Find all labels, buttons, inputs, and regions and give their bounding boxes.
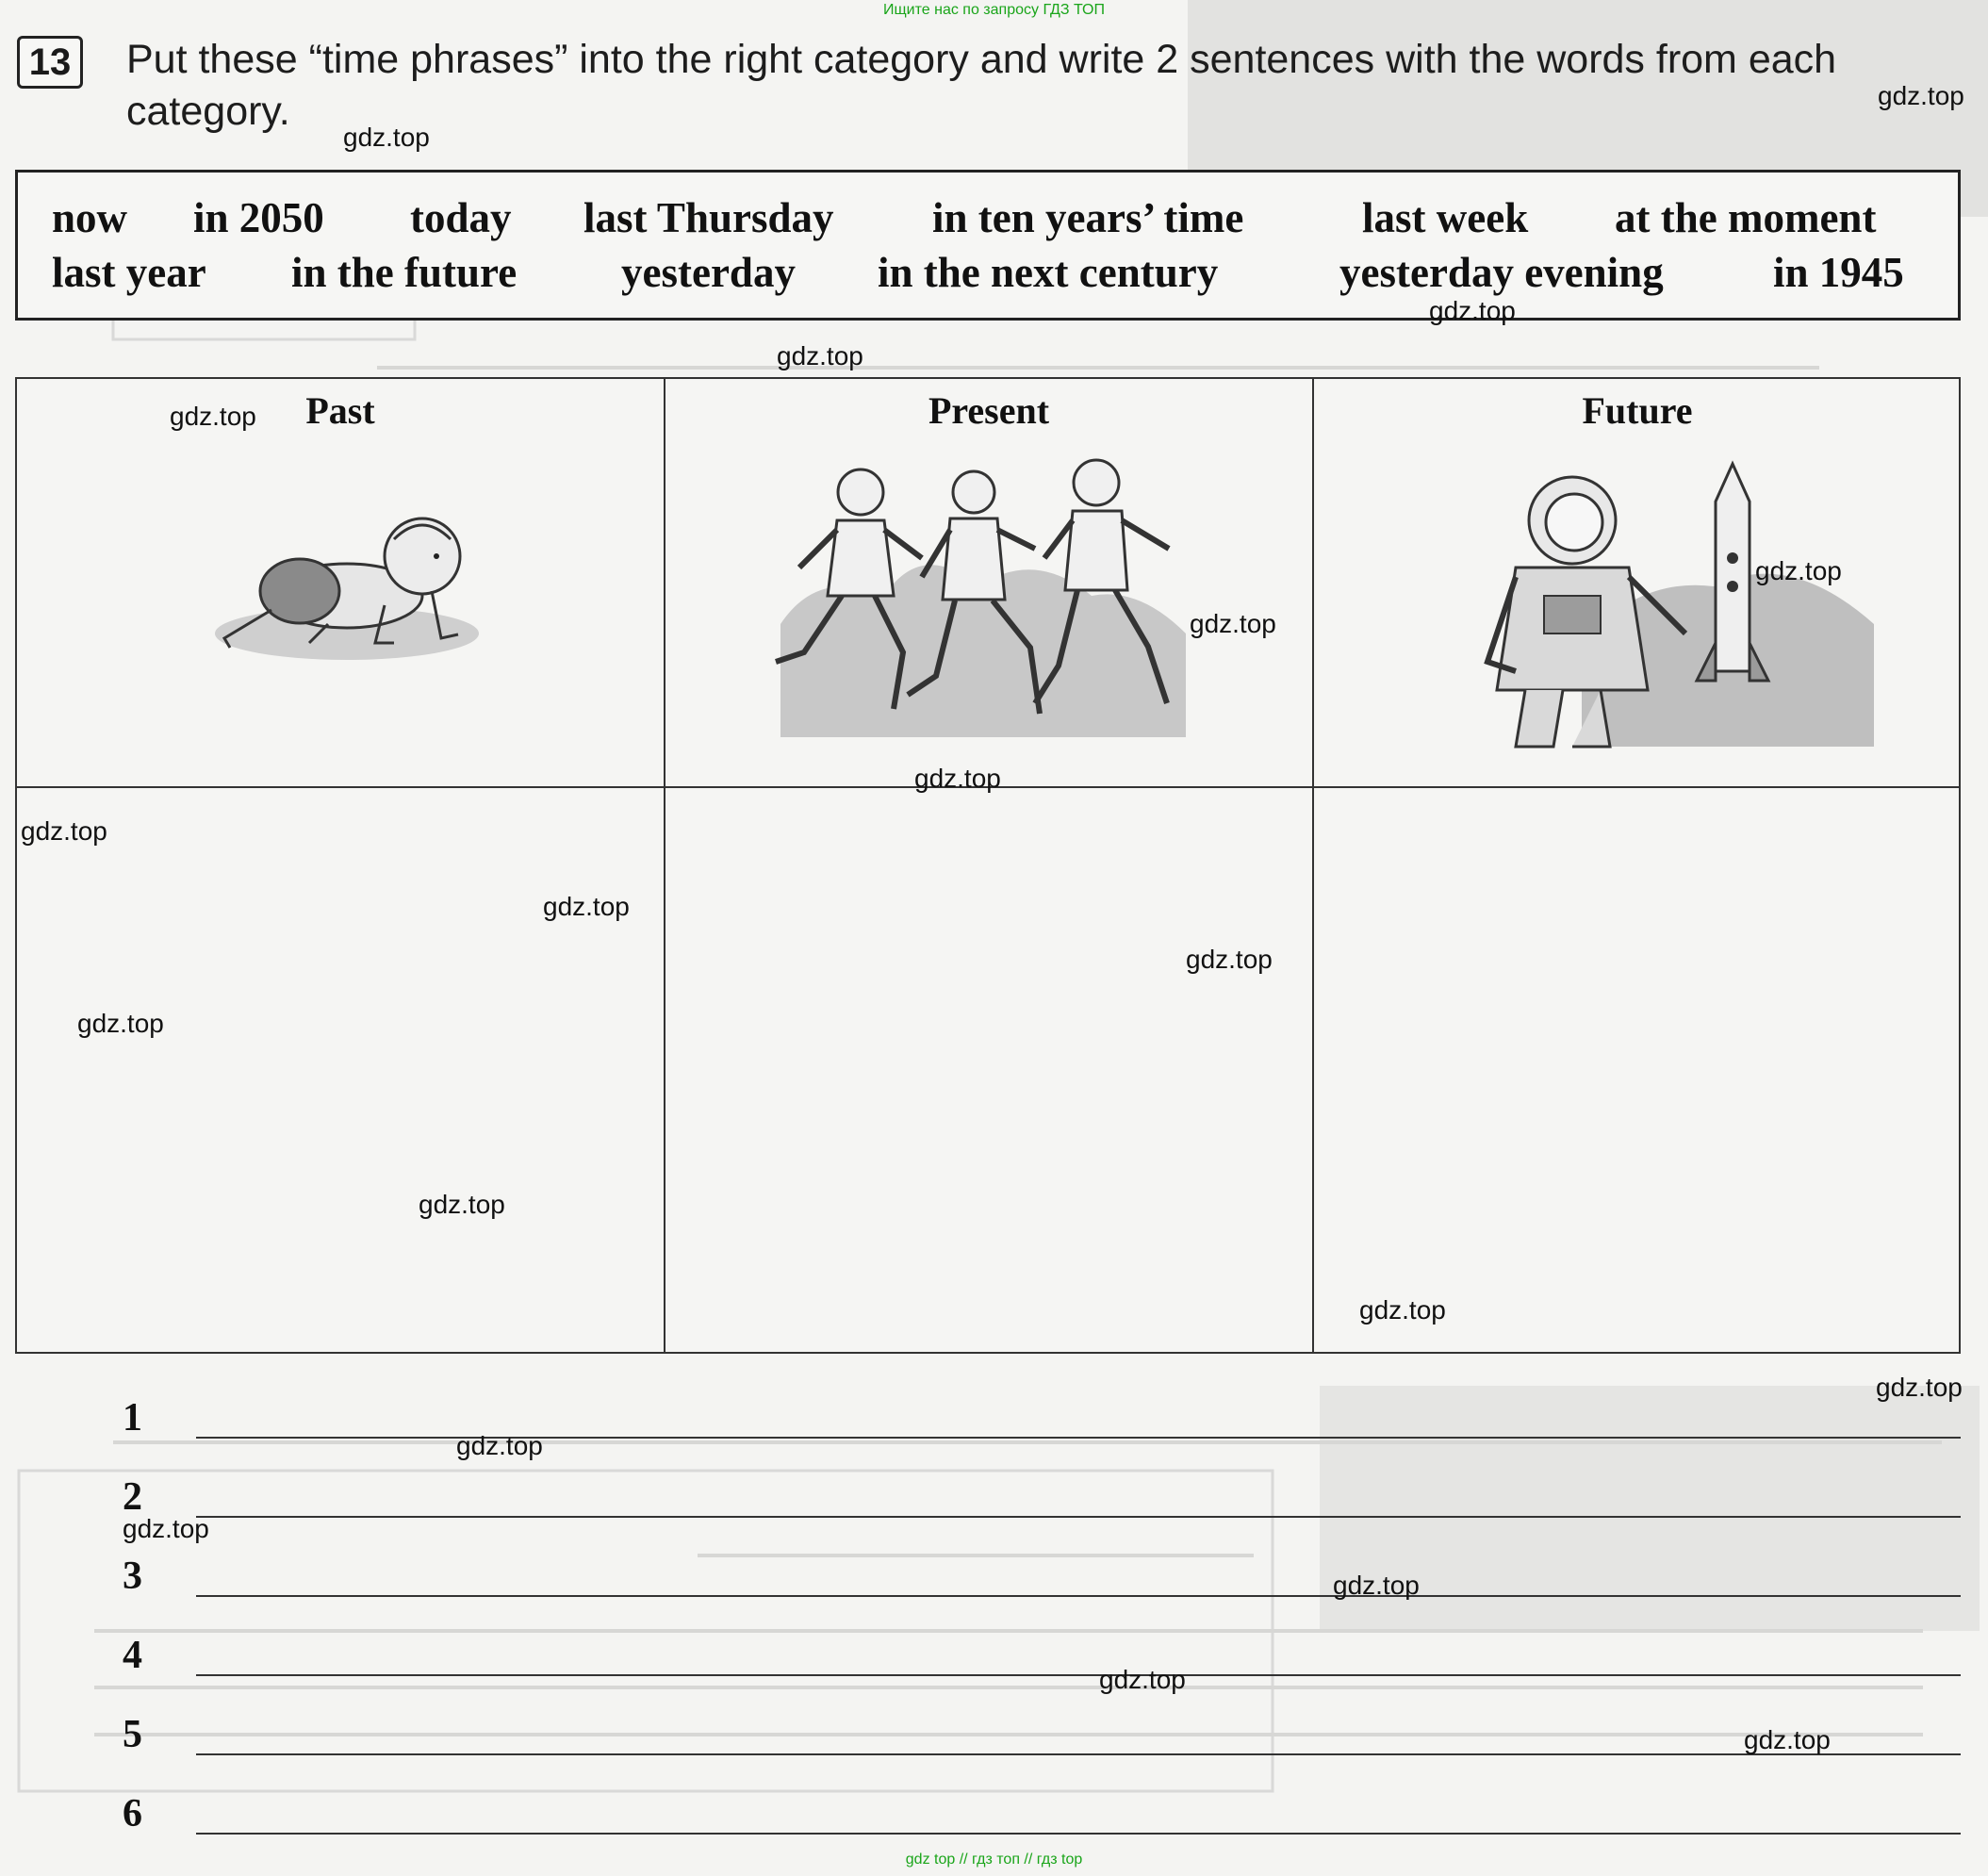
watermark: gdz.top xyxy=(21,816,107,846)
watermark: gdz.top xyxy=(543,892,630,921)
table-divider xyxy=(1312,379,1314,1352)
top-banner: Ищите нас по запросу ГДЗ ТОП xyxy=(883,2,1105,18)
sentence-line-5[interactable] xyxy=(123,1699,1961,1765)
category-table xyxy=(15,377,1961,1354)
phrase-in-the-next-century: in the next century xyxy=(878,249,1219,296)
writing-rule xyxy=(196,1595,1961,1597)
category-header-future: Future xyxy=(1582,389,1693,432)
writing-rule xyxy=(196,1516,1961,1518)
watermark: gdz.top xyxy=(1878,81,1964,110)
phrase-last-thursday: last Thursday xyxy=(583,194,834,241)
running-children-illustration xyxy=(771,454,1205,765)
sentence-line-2[interactable] xyxy=(123,1461,1961,1527)
watermark: gdz.top xyxy=(1876,1373,1963,1402)
exercise-instruction: Put these “time phrases” into the right category and write 2 sentences with the words from each category. xyxy=(126,37,1837,134)
exercise-number: 13 xyxy=(17,36,83,89)
sentence-line-1[interactable] xyxy=(123,1382,1961,1448)
writing-rule xyxy=(196,1753,1961,1755)
watermark: gdz.top xyxy=(77,1009,164,1038)
phrase-in-the-future: in the future xyxy=(291,249,518,296)
phrase-now: now xyxy=(52,194,128,241)
baby-illustration xyxy=(205,473,488,681)
phrase-yesterday: yesterday xyxy=(621,249,796,296)
watermark: gdz.top xyxy=(343,123,430,152)
watermark: gdz.top xyxy=(1744,1725,1831,1754)
time-phrases-box xyxy=(15,170,1961,321)
phrase-today: today xyxy=(410,194,512,241)
phrase-last-year: last year xyxy=(52,249,206,296)
writing-rule xyxy=(196,1833,1961,1835)
table-divider xyxy=(664,379,665,1352)
sentence-number: 5 xyxy=(123,1713,142,1756)
category-header-present: Present xyxy=(928,389,1050,432)
phrase-at-the-moment: at the moment xyxy=(1615,194,1877,241)
sentence-number: 1 xyxy=(123,1396,142,1440)
watermark: gdz.top xyxy=(777,341,863,370)
phrase-in-2050: in 2050 xyxy=(193,194,324,241)
writing-rule xyxy=(196,1674,1961,1676)
watermark: gdz.top xyxy=(1755,556,1842,585)
watermark: gdz.top xyxy=(1186,945,1273,974)
watermark: gdz.top xyxy=(1359,1295,1446,1325)
sentence-number: 2 xyxy=(123,1475,142,1519)
phrase-in-ten-years-time: in ten years’ time xyxy=(932,194,1244,241)
watermark: gdz.top xyxy=(123,1514,209,1543)
sentence-number: 6 xyxy=(123,1792,142,1835)
astronaut-rocket-illustration xyxy=(1469,454,1883,765)
sentence-number: 4 xyxy=(123,1634,142,1677)
watermark: gdz.top xyxy=(1429,296,1516,325)
category-header-past: Past xyxy=(305,389,375,432)
watermark: gdz.top xyxy=(419,1190,505,1219)
phrase-last-week: last week xyxy=(1362,194,1529,241)
phrase-yesterday-evening: yesterday evening xyxy=(1339,249,1664,296)
phrase-in-1945: in 1945 xyxy=(1773,249,1904,296)
sentence-line-3[interactable] xyxy=(123,1540,1961,1606)
watermark: gdz.top xyxy=(1190,609,1276,638)
watermark: gdz.top xyxy=(1099,1665,1186,1694)
sentence-line-4[interactable] xyxy=(123,1620,1961,1686)
watermark: gdz.top xyxy=(170,402,256,431)
watermark: gdz.top xyxy=(914,764,1001,793)
footer-watermark: gdz top // гдз топ // гдз top xyxy=(905,1851,1083,1868)
sentence-number: 3 xyxy=(123,1555,142,1598)
watermark: gdz.top xyxy=(1333,1571,1420,1600)
sentence-line-6[interactable] xyxy=(123,1778,1961,1844)
watermark: gdz.top xyxy=(456,1431,543,1460)
